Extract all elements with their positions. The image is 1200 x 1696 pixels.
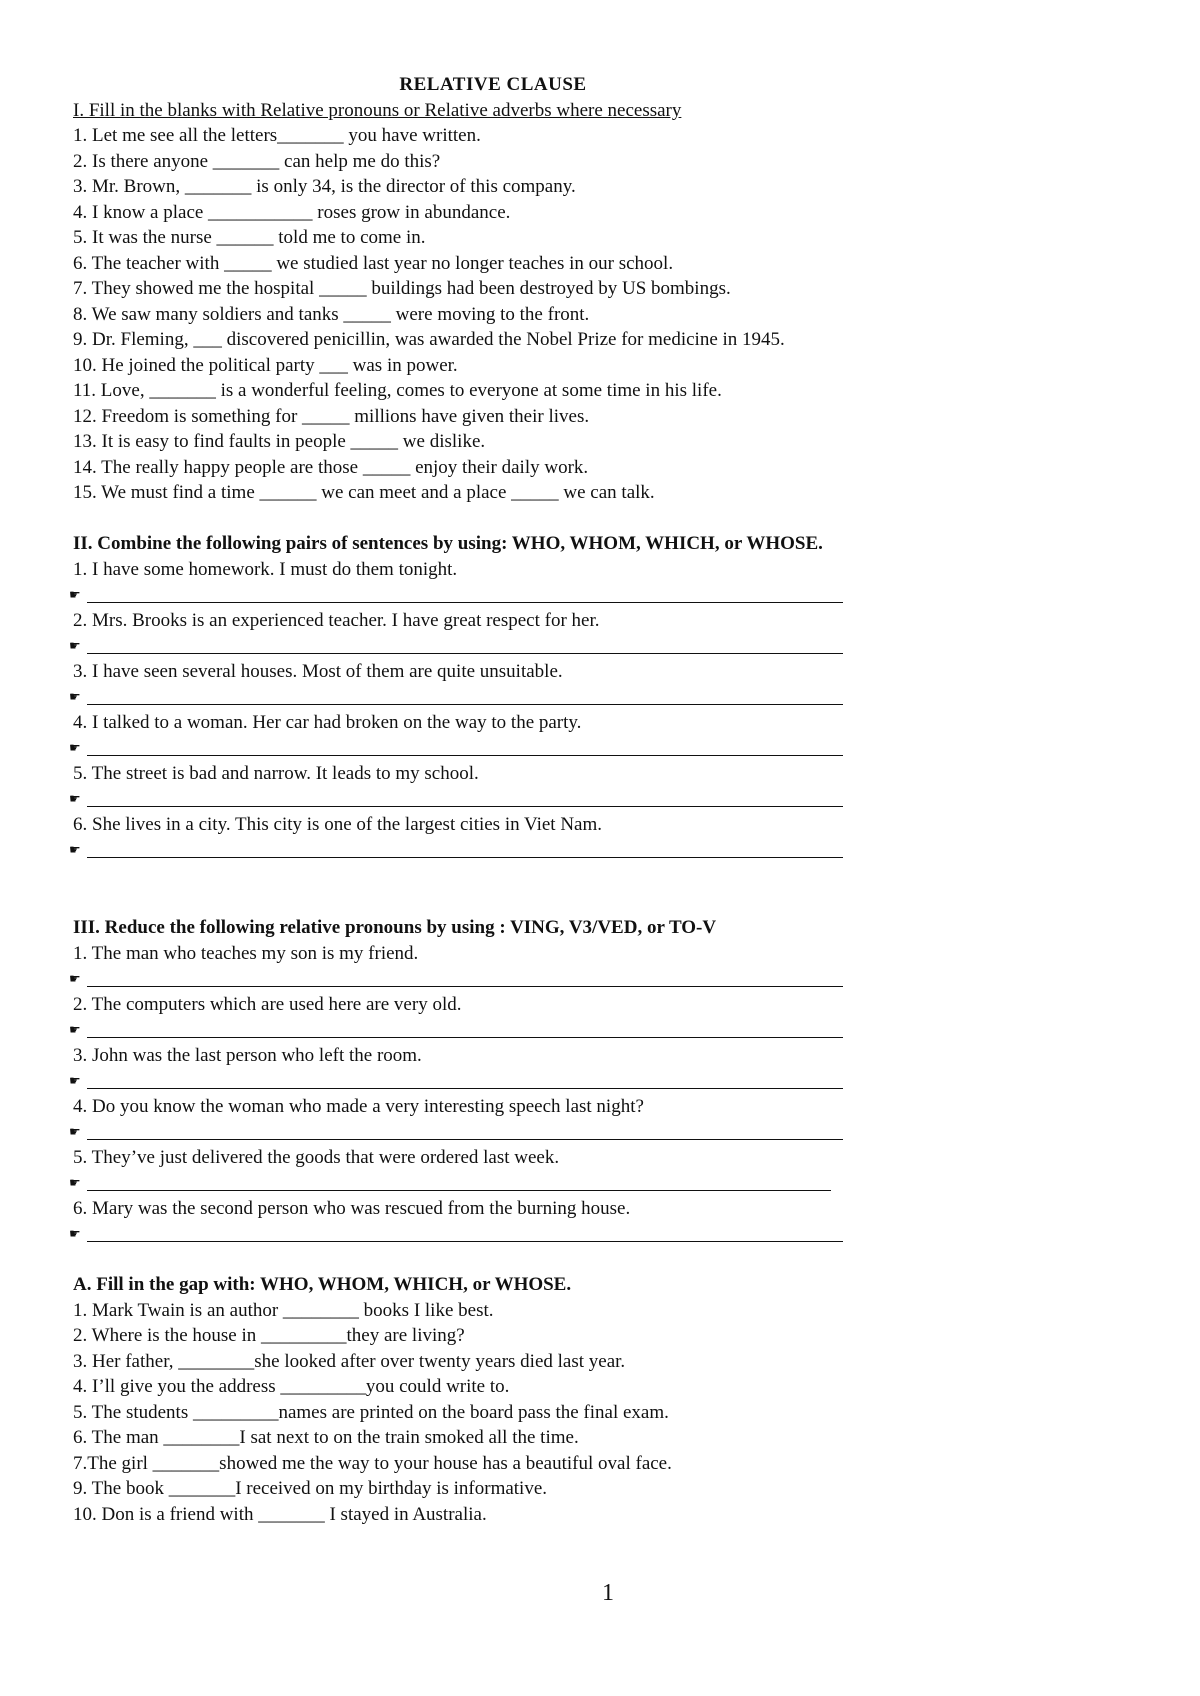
exercise-item: 2. Where is the house in _________they are living?: [73, 1325, 465, 1346]
exercise-item: 9. The book _______I received on my birthday is informative.: [73, 1478, 548, 1499]
exercise-item: 4. Do you know the woman who made a very interesting speech last night?: [73, 1095, 644, 1117]
exercise-item: 11. Love, _______ is a wonderful feeling, comes to everyone at some time in his life.: [73, 380, 722, 401]
exercise-item: 5. It was the nurse ______ told me to come in.: [73, 227, 426, 248]
section-1-heading: I. Fill in the blanks with Relative pronouns or Relative adverbs where necessary: [73, 100, 682, 121]
exercise-item: 10. He joined the political party ___ was in power.: [73, 354, 458, 376]
exercise-item: 1. I have some homework. I must do them tonight.: [73, 558, 458, 580]
exercise-item: 8. We saw many soldiers and tanks _____ were moving to the front.: [73, 303, 590, 325]
exercise-item: 2. Is there anyone _______ can help me do this?: [73, 150, 441, 172]
answer-line[interactable]: [69, 1017, 853, 1043]
exercise-item: 4. I’ll give you the address _________you could write to.: [73, 1376, 510, 1397]
answer-line[interactable]: [69, 966, 853, 992]
exercise-item: 13. It is easy to find faults in people _____ we dislike.: [73, 431, 486, 452]
exercise-item: 7.The girl _______showed me the way to your house has a beautiful oval face.: [73, 1452, 672, 1474]
pointing-hand-icon: ☛: [69, 638, 81, 653]
exercise-item: 15. We must find a time ______ we can meet and a place _____ we can talk.: [73, 482, 655, 503]
pointing-hand-icon: ☛: [69, 740, 81, 755]
exercise-item: 1. Let me see all the letters_______ you have written.: [73, 125, 481, 146]
exercise-item: 14. The really happy people are those _____ enjoy their daily work.: [73, 456, 589, 478]
exercise-item: 6. The man ________I sat next to on the train smoked all the time.: [73, 1427, 579, 1448]
section-1-list: [73, 123, 853, 506]
exercise-item: 3. Mr. Brown, _______ is only 34, is the director of this company.: [73, 176, 576, 197]
answer-line[interactable]: [69, 633, 853, 659]
section-a-list: [73, 1298, 853, 1528]
section-3-list: [69, 941, 853, 1247]
exercise-item: 6. She lives in a city. This city is one of the largest cities in Viet Nam.: [73, 813, 603, 835]
page-number: 1: [602, 1580, 614, 1606]
exercise-item: 6. The teacher with _____ we studied last year no longer teaches in our school.: [73, 252, 674, 274]
answer-line[interactable]: [69, 837, 853, 863]
answer-line[interactable]: [69, 582, 853, 608]
pointing-hand-icon: ☛: [69, 1124, 81, 1139]
exercise-item: 5. The street is bad and narrow. It leads to my school.: [73, 762, 479, 784]
pointing-hand-icon: ☛: [69, 1022, 81, 1037]
answer-line[interactable]: [69, 1068, 853, 1094]
exercise-item: 2. Mrs. Brooks is an experienced teacher. I have great respect for her.: [73, 609, 600, 631]
exercise-item: 3. Her father, ________she looked after over twenty years died last year.: [73, 1350, 626, 1372]
section-a-heading: A. Fill in the gap with: WHO, WHOM, WHICH, or WHOSE.: [73, 1273, 572, 1295]
pointing-hand-icon: ☛: [69, 1226, 81, 1241]
exercise-item: 3. I have seen several houses. Most of them are quite unsuitable.: [73, 660, 563, 682]
page-title: RELATIVE CLAUSE: [399, 74, 587, 95]
answer-line[interactable]: [69, 684, 853, 710]
exercise-item: 3. John was the last person who left the room.: [73, 1044, 422, 1066]
pointing-hand-icon: ☛: [69, 1175, 81, 1190]
section-2-list: [69, 557, 853, 863]
exercise-item: 4. I know a place ___________ roses grow in abundance.: [73, 201, 511, 223]
pointing-hand-icon: ☛: [69, 1073, 81, 1088]
exercise-item: 4. I talked to a woman. Her car had broken on the way to the party.: [73, 711, 582, 733]
pointing-hand-icon: ☛: [69, 842, 81, 857]
pointing-hand-icon: ☛: [69, 791, 81, 806]
worksheet-page: [69, 72, 853, 1527]
answer-line[interactable]: [69, 1221, 853, 1247]
answer-line[interactable]: [69, 786, 853, 812]
section-2-heading: II. Combine the following pairs of sentences by using: WHO, WHOM, WHICH, or WHOSE.: [73, 532, 823, 554]
exercise-item: 12. Freedom is something for _____ millions have given their lives.: [73, 405, 590, 427]
answer-line[interactable]: [69, 1170, 853, 1196]
exercise-item: 9. Dr. Fleming, ___ discovered penicillin, was awarded the Nobel Prize for medicine in 1945.: [73, 329, 785, 350]
pointing-hand-icon: ☛: [69, 587, 81, 602]
exercise-item: 5. They’ve just delivered the goods that were ordered last week.: [73, 1146, 560, 1168]
exercise-item: 10. Don is a friend with _______ I stayed in Australia.: [73, 1503, 487, 1525]
pointing-hand-icon: ☛: [69, 689, 81, 704]
exercise-item: 7. They showed me the hospital _____ buildings had been destroyed by US bombings.: [73, 278, 731, 299]
exercise-item: 1. Mark Twain is an author ________ books I like best.: [73, 1299, 494, 1321]
exercise-item: 5. The students _________names are printed on the board pass the final exam.: [73, 1401, 669, 1423]
exercise-item: 1. The man who teaches my son is my friend.: [73, 942, 419, 964]
answer-line[interactable]: [69, 735, 853, 761]
section-3-heading: III. Reduce the following relative pronouns by using : VING, V3/VED, or TO-V: [73, 916, 717, 938]
pointing-hand-icon: ☛: [69, 971, 81, 986]
exercise-item: 6. Mary was the second person who was rescued from the burning house.: [73, 1197, 631, 1219]
exercise-item: 2. The computers which are used here are very old.: [73, 993, 462, 1015]
answer-line[interactable]: [69, 1119, 853, 1145]
